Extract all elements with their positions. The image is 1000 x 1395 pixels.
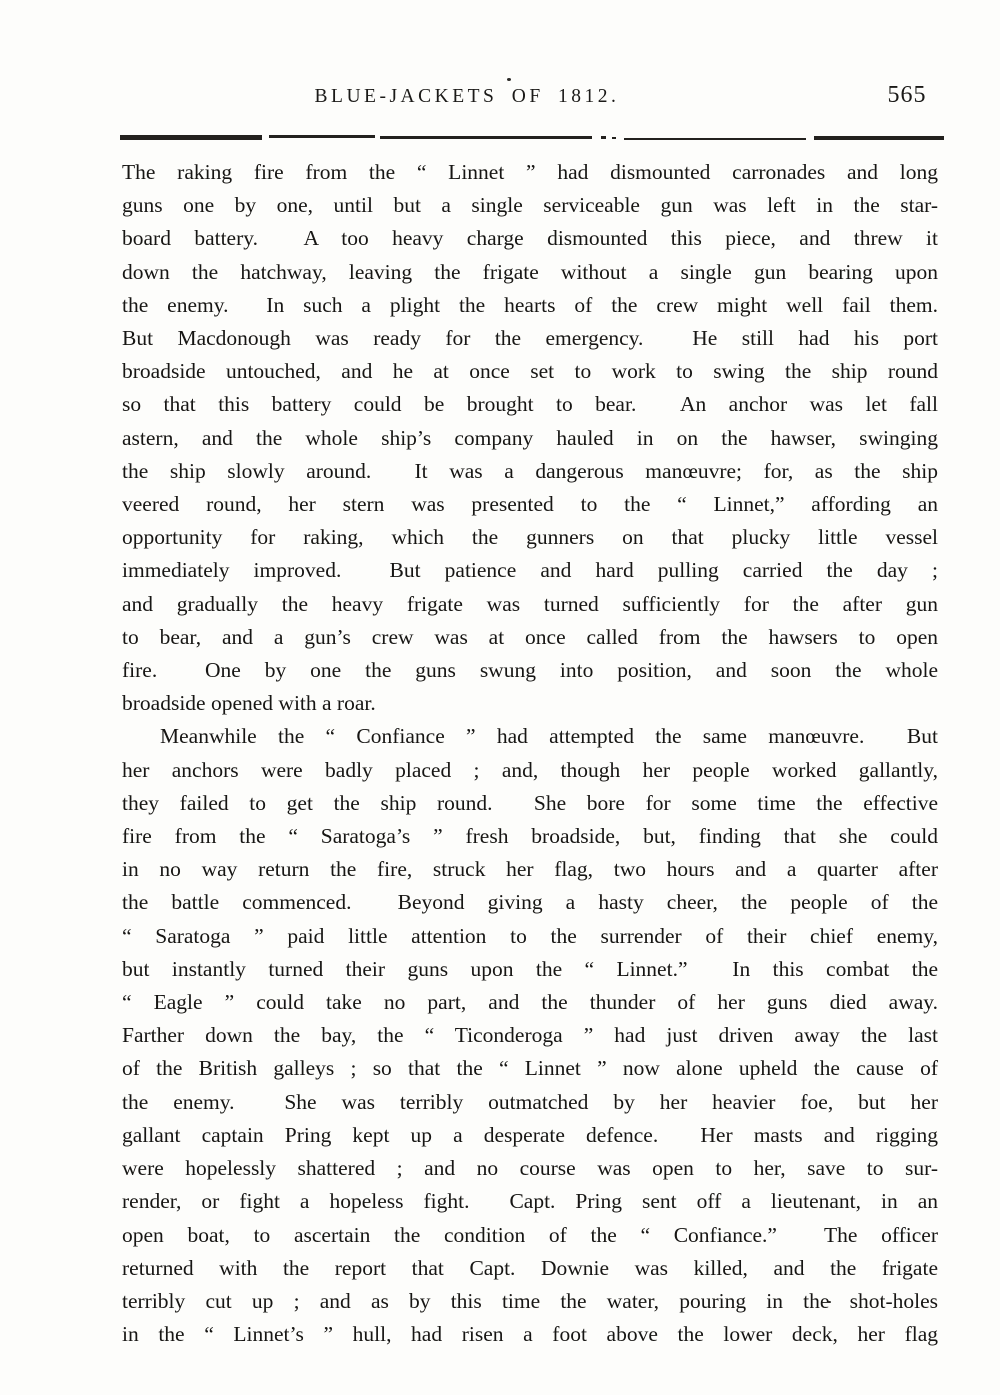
text-line: her anchors were badly placed ; and, though her people worked gallantly, bbox=[122, 757, 938, 782]
text-line: broadside opened with a roar. bbox=[122, 691, 376, 716]
text-line: But Macdonough was ready for the emergency. He still had his port bbox=[122, 326, 938, 351]
text-line: Meanwhile the “ Confiance ” had attempted the same manœuvre. But bbox=[160, 724, 938, 749]
text-line: guns one by one, until but a single serviceable gun was left in the star- bbox=[122, 193, 938, 218]
text-line: astern, and the whole ship’s company hauled in on the hawser, swinging bbox=[122, 425, 938, 450]
page-body bbox=[122, 156, 938, 1351]
rule-segment bbox=[624, 138, 806, 140]
text-line: The raking fire from the “ Linnet ” had dismounted carronades and long bbox=[122, 160, 938, 184]
text-line: the enemy. She was terribly outmatched by her heavier foe, but her bbox=[122, 1089, 938, 1114]
text-line: opportunity for raking, which the gunners on that plucky little vessel bbox=[122, 525, 938, 550]
paragraph bbox=[122, 156, 938, 720]
rule-segment bbox=[269, 135, 375, 138]
text-line: Farther down the bay, the “ Ticonderoga ” had just driven away the last bbox=[122, 1023, 938, 1048]
header-rule bbox=[120, 134, 944, 141]
running-header-title: BLUE-JACKETS OF 1812. bbox=[314, 86, 620, 107]
text-line: “ Eagle ” could take no part, and the thunder of her guns died away. bbox=[122, 990, 938, 1015]
rule-segment bbox=[120, 135, 262, 140]
text-line: returned with the report that Capt. Downie was killed, and the frigate bbox=[122, 1255, 938, 1280]
text-line: fire. One by one the guns swung into position, and soon the whole bbox=[122, 658, 938, 683]
text-line: terribly cut up ; and as by this time the water, pouring in the shot-holes bbox=[122, 1288, 938, 1313]
text-line: immediately improved. But patience and hard pulling carried the day ; bbox=[122, 558, 938, 583]
paragraph bbox=[122, 720, 938, 1351]
text-line: down the hatchway, leaving the frigate without a single gun bearing upon bbox=[122, 259, 938, 284]
text-line: render, or fight a hopeless fight. Capt. Pring sent off a lieutenant, in an bbox=[122, 1189, 938, 1214]
page-number: 565 bbox=[887, 82, 927, 108]
scan-speck bbox=[507, 78, 511, 81]
rule-segment bbox=[601, 136, 606, 139]
text-line: the ship slowly around. It was a dangerous manœuvre; for, as the ship bbox=[122, 458, 938, 483]
text-line: “ Saratoga ” paid little attention to the surrender of their chief enemy, bbox=[122, 923, 938, 948]
text-line: were hopelessly shattered ; and no course was open to her, save to sur- bbox=[122, 1156, 938, 1181]
text-line: and gradually the heavy frigate was turned sufficiently for the after gun bbox=[122, 591, 938, 616]
text-line: board battery. A too heavy charge dismounted this piece, and threw it bbox=[122, 226, 938, 251]
text-line: gallant captain Pring kept up a desperate defence. Her masts and rigging bbox=[122, 1122, 938, 1147]
text-line: broadside untouched, and he at once set to work to swing the ship round bbox=[122, 359, 938, 384]
rule-segment bbox=[380, 136, 592, 139]
text-line: in no way return the fire, struck her flag, two hours and a quarter after bbox=[122, 857, 938, 882]
text-line: so that this battery could be brought to bear. An anchor was let fall bbox=[122, 392, 938, 417]
text-line: of the British galleys ; so that the “ Linnet ” now alone upheld the cause of bbox=[122, 1056, 938, 1081]
rule-segment bbox=[612, 137, 616, 139]
text-line: the enemy. In such a plight the hearts of the crew might well fail them. bbox=[122, 292, 938, 317]
text-line: in the “ Linnet’s ” hull, had risen a foot above the lower deck, her flag bbox=[122, 1322, 938, 1347]
text-line: but instantly turned their guns upon the “ Linnet.” In this combat the bbox=[122, 956, 938, 981]
text-line: open boat, to ascertain the condition of the “ Confiance.” The officer bbox=[122, 1222, 938, 1247]
rule-segment bbox=[814, 136, 944, 140]
text-line: veered round, her stern was presented to the “ Linnet,” affording an bbox=[122, 492, 938, 517]
text-line: fire from the “ Saratoga’s ” fresh broadside, but, finding that she could bbox=[122, 824, 938, 849]
text-line: the battle commenced. Beyond giving a hasty cheer, the people of the bbox=[122, 890, 938, 915]
text-line: to bear, and a gun’s crew was at once called from the hawsers to open bbox=[122, 624, 938, 649]
text-line: they failed to get the ship round. She bore for some time the effective bbox=[122, 790, 938, 815]
